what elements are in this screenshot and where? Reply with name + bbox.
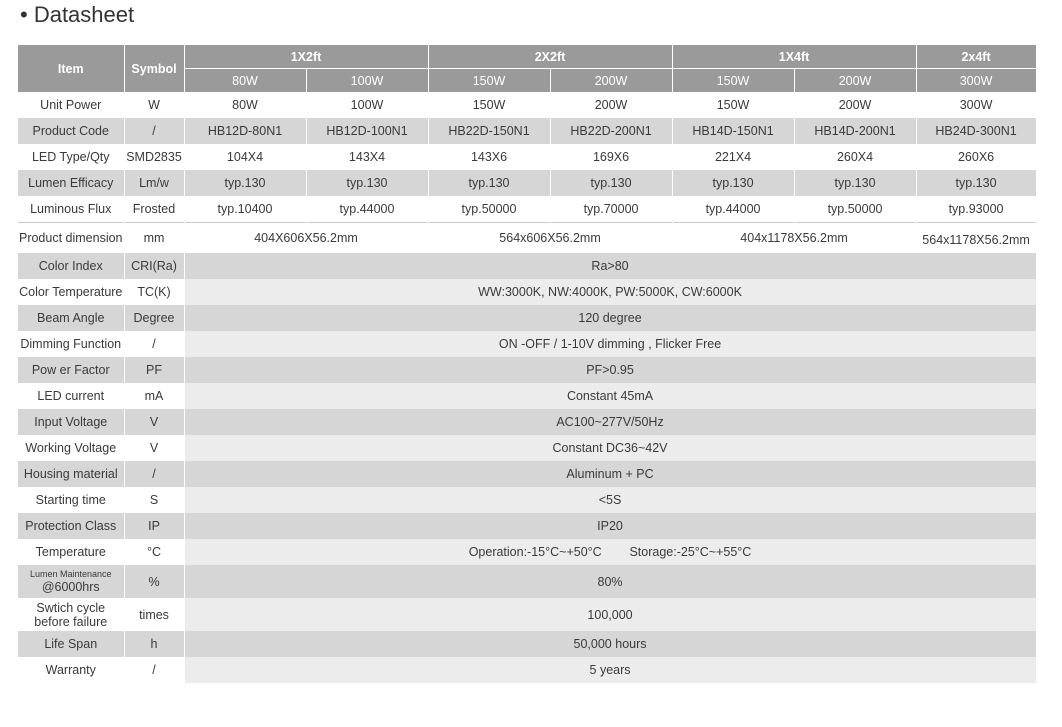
header-group-2x2ft: 2X2ft [428, 45, 672, 69]
row-color-temperature [18, 279, 1036, 305]
row-value: 80W [184, 92, 306, 118]
row-led-current [18, 383, 1036, 409]
header-group-2x4ft: 2x4ft [916, 45, 1036, 69]
row-led-type [18, 144, 1036, 170]
row-lumen-maintenance [18, 565, 1036, 598]
row-value: 200W [550, 92, 672, 118]
row-label-line2: before failure [34, 614, 108, 629]
row-value: typ.93000 [916, 196, 1036, 223]
row-unit-power [18, 92, 1036, 118]
row-symbol: Lm/w [124, 170, 184, 196]
row-product-dimension [18, 223, 1036, 254]
row-value: 143X6 [428, 144, 550, 170]
row-value: typ.50000 [428, 196, 550, 223]
row-color-index [18, 253, 1036, 279]
row-label: Input Voltage [18, 409, 124, 435]
row-value: HB24D-300N1 [916, 118, 1036, 144]
row-power-factor [18, 357, 1036, 383]
header-sub-cell: 200W [550, 69, 672, 93]
row-symbol: CRI(Ra) [124, 253, 184, 279]
row-warranty [18, 657, 1036, 683]
row-value: 404x1178X56.2mm [672, 223, 916, 254]
row-label: Pow er Factor [18, 357, 124, 383]
row-lumen-efficacy [18, 170, 1036, 196]
row-value: 260X6 [916, 144, 1036, 170]
row-label: Luminous Flux [18, 196, 124, 223]
row-symbol: °C [124, 539, 184, 565]
row-symbol: Degree [124, 305, 184, 331]
row-value: typ.130 [672, 170, 794, 196]
row-value: ON -OFF / 1-10V dimming , Flicker Free [184, 331, 1036, 357]
row-dimming-function [18, 331, 1036, 357]
row-value: typ.70000 [550, 196, 672, 223]
row-symbol: h [124, 631, 184, 657]
row-value: HB12D-80N1 [184, 118, 306, 144]
row-label: Product dimension [18, 223, 124, 254]
row-symbol: PF [124, 357, 184, 383]
row-label-line1: Lumen Maintenance [29, 569, 112, 579]
header-symbol: Symbol [124, 45, 184, 92]
row-symbol: % [124, 565, 184, 598]
header-sub-cell: 150W [672, 69, 794, 93]
row-value: Constant 45mA [184, 383, 1036, 409]
row-symbol: / [124, 657, 184, 683]
row-working-voltage [18, 435, 1036, 461]
row-value: typ.130 [306, 170, 428, 196]
row-value: 221X4 [672, 144, 794, 170]
row-input-voltage [18, 409, 1036, 435]
row-label: LED current [18, 383, 124, 409]
row-symbol: / [124, 461, 184, 487]
header-sub-cell: 150W [428, 69, 550, 93]
row-label: Dimming Function [18, 331, 124, 357]
row-symbol: TC(K) [124, 279, 184, 305]
header-sub-cell: 300W [916, 69, 1036, 93]
row-value: <5S [184, 487, 1036, 513]
datasheet-table [18, 45, 1037, 683]
row-label [18, 598, 124, 631]
row-value: PF>0.95 [184, 357, 1036, 383]
row-value: 120 degree [184, 305, 1036, 331]
header-group-1x4ft: 1X4ft [672, 45, 916, 69]
row-label: Protection Class [18, 513, 124, 539]
row-label: Temperature [18, 539, 124, 565]
header-sub-cell: 80W [184, 69, 306, 93]
row-value: 5 years [184, 657, 1036, 683]
row-label-line2: @6000hrs [41, 580, 100, 594]
row-symbol: times [124, 598, 184, 631]
datasheet-table-wrap [18, 45, 1036, 683]
header-sub-cell: 200W [794, 69, 916, 93]
row-value: typ.10400 [184, 196, 306, 223]
row-value: 104X4 [184, 144, 306, 170]
row-symbol: / [124, 118, 184, 144]
row-value: typ.50000 [794, 196, 916, 223]
row-value: 300W [916, 92, 1036, 118]
row-label: Product Code [18, 118, 124, 144]
row-starting-time [18, 487, 1036, 513]
row-value: 50,000 hours [184, 631, 1036, 657]
row-label: Color Index [18, 253, 124, 279]
row-product-code [18, 118, 1036, 144]
row-symbol: Frosted [124, 196, 184, 223]
row-symbol: mm [124, 223, 184, 254]
row-value: 564x1178X56.2mm [916, 223, 1036, 254]
row-value: WW:3000K, NW:4000K, PW:5000K, CW:6000K [184, 279, 1036, 305]
row-value: typ.130 [428, 170, 550, 196]
row-value: 100W [306, 92, 428, 118]
row-symbol: SMD2835 [124, 144, 184, 170]
row-label: Unit Power [18, 92, 124, 118]
row-label: Beam Angle [18, 305, 124, 331]
row-symbol: V [124, 435, 184, 461]
row-value: typ.130 [916, 170, 1036, 196]
row-label: Housing material [18, 461, 124, 487]
row-value: HB14D-150N1 [672, 118, 794, 144]
row-value: typ.130 [550, 170, 672, 196]
row-value: typ.44000 [306, 196, 428, 223]
header-sub-cell: 100W [306, 69, 428, 93]
row-value: 404X606X56.2mm [184, 223, 428, 254]
header-item: Item [18, 45, 124, 92]
row-luminous-flux [18, 196, 1036, 223]
row-housing-material [18, 461, 1036, 487]
row-value: 80% [184, 565, 1036, 598]
row-value: typ.130 [184, 170, 306, 196]
row-life-span [18, 631, 1036, 657]
row-value: typ.44000 [672, 196, 794, 223]
row-label: Working Voltage [18, 435, 124, 461]
row-symbol: S [124, 487, 184, 513]
row-value: 200W [794, 92, 916, 118]
row-value: HB12D-100N1 [306, 118, 428, 144]
row-label: Lumen Efficacy [18, 170, 124, 196]
row-label: Starting time [18, 487, 124, 513]
row-value: Operation:-15°C~+50°C Storage:-25°C~+55°C [184, 539, 1036, 565]
header-group-1x2ft: 1X2ft [184, 45, 428, 69]
row-value: 143X4 [306, 144, 428, 170]
row-protection-class [18, 513, 1036, 539]
row-value: Ra>80 [184, 253, 1036, 279]
row-symbol: V [124, 409, 184, 435]
row-value: Aluminum + PC [184, 461, 1036, 487]
row-value: IP20 [184, 513, 1036, 539]
row-value: Constant DC36~42V [184, 435, 1036, 461]
row-symbol: mA [124, 383, 184, 409]
row-label-line1: Swtich cycle [36, 600, 106, 615]
row-switch-cycle [18, 598, 1036, 631]
row-value: 100,000 [184, 598, 1036, 631]
row-value: HB14D-200N1 [794, 118, 916, 144]
row-value: AC100~277V/50Hz [184, 409, 1036, 435]
row-value: typ.130 [794, 170, 916, 196]
page-title: • Datasheet [20, 2, 135, 27]
row-temperature [18, 539, 1036, 565]
row-value: 150W [428, 92, 550, 118]
row-beam-angle [18, 305, 1036, 331]
row-symbol: W [124, 92, 184, 118]
row-label: Life Span [18, 631, 124, 657]
row-symbol: / [124, 331, 184, 357]
row-label [18, 565, 124, 598]
row-value: HB22D-200N1 [550, 118, 672, 144]
row-symbol: IP [124, 513, 184, 539]
row-label: Color Temperature [18, 279, 124, 305]
row-value: 564x606X56.2mm [428, 223, 672, 254]
row-value: 150W [672, 92, 794, 118]
row-value: 169X6 [550, 144, 672, 170]
row-value: 260X4 [794, 144, 916, 170]
row-label: Warranty [18, 657, 124, 683]
header-row-groups [18, 45, 1036, 69]
row-value: HB22D-150N1 [428, 118, 550, 144]
row-label: LED Type/Qty [18, 144, 124, 170]
